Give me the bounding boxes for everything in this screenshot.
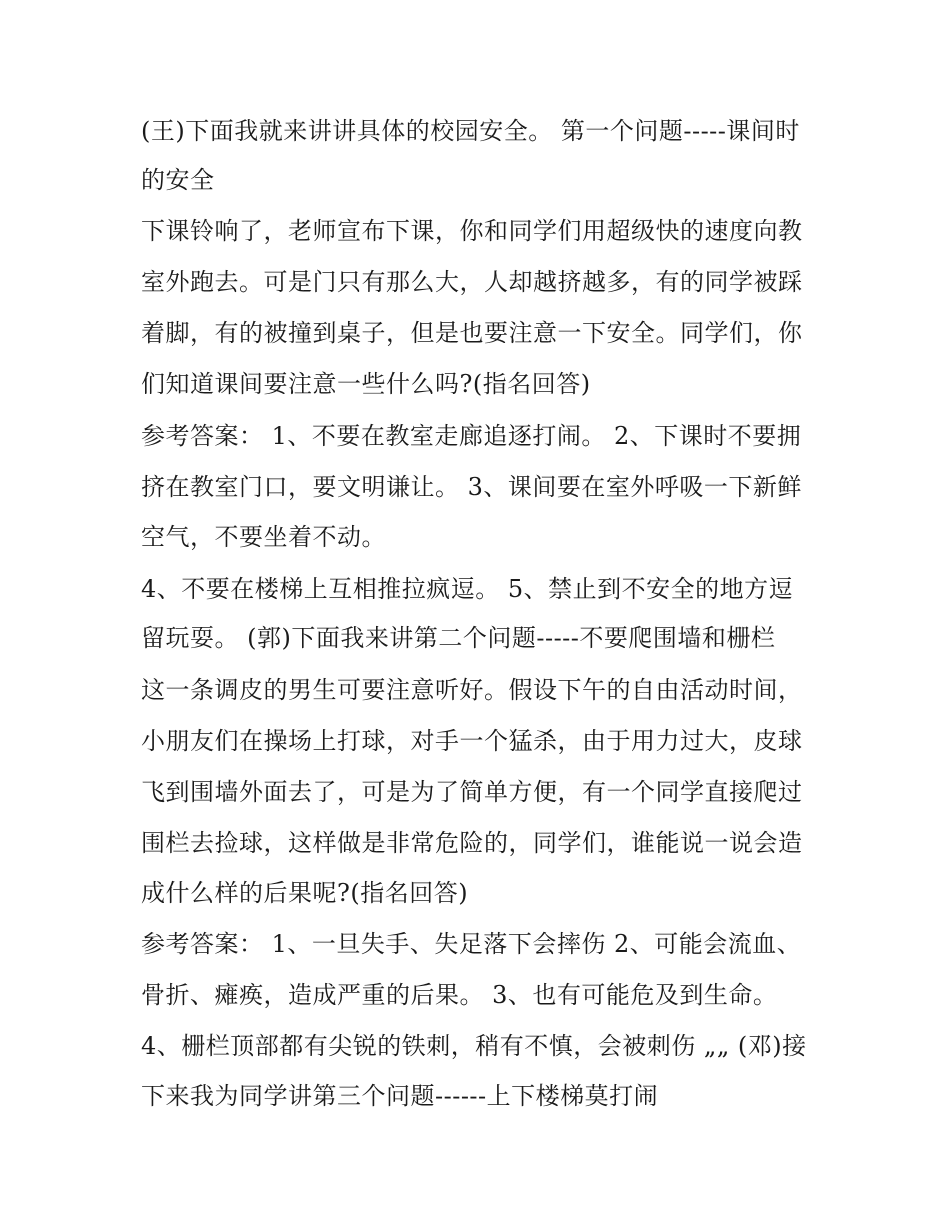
text-line: 小朋友们在操场上打球，对手一个猛杀，由于用力过大，皮球	[141, 727, 803, 755]
text-line: 室外跑去。可是门只有那么大，人却越挤越多，有的同学被踩	[141, 268, 803, 296]
text-line: 这一条调皮的男生可要注意听好。假设下午的自由活动时间，	[141, 676, 803, 704]
text-line: 下来我为同学讲第三个问题------上下楼梯莫打闹	[141, 1082, 659, 1110]
text-line: 围栏去捡球，这样做是非常危险的，同学们，谁能说一说会造	[141, 829, 803, 857]
text-line: 着脚，有的被撞到桌子，但是也要注意一下安全。同学们，你	[141, 319, 803, 347]
text-line: 留玩耍。 (郭)下面我来讲第二个问题-----不要爬围墙和栅栏	[141, 624, 776, 652]
text-line: (王)下面我就来讲讲具体的校园安全。 第一个问题-----课间时	[141, 117, 800, 145]
text-line: 下课铃响了，老师宣布下课，你和同学们用超级快的速度向教	[141, 217, 803, 245]
text-line: 们知道课间要注意一些什么吗?(指名回答)	[141, 370, 591, 398]
text-line: 挤在教室门口，要文明谦让。 3、课间要在室外呼吸一下新鲜	[141, 473, 802, 501]
text-line: 飞到围墙外面去了，可是为了简单方便，有一个同学直接爬过	[141, 778, 803, 806]
text-line: 的安全	[141, 166, 215, 194]
text-line: 参考答案： 1、一旦失手、失足落下会摔伤 2、可能会流血、	[141, 930, 802, 958]
text-line: 骨折、瘫痪，造成严重的后果。 3、也有可能危及到生命。	[141, 981, 778, 1009]
text-line: 4、不要在楼梯上互相推拉疯逗。 5、禁止到不安全的地方逗	[141, 575, 794, 603]
text-line: 空气，不要坐着不动。	[141, 523, 386, 551]
text-line: 成什么样的后果呢?(指名回答)	[141, 879, 469, 907]
text-line: 参考答案： 1、不要在教室走廊追逐打闹。 2、下课时不要拥	[141, 422, 802, 450]
text-line: 4、栅栏顶部都有尖锐的铁刺，稍有不慎，会被刺伤 „„ (邓)接	[141, 1032, 807, 1060]
